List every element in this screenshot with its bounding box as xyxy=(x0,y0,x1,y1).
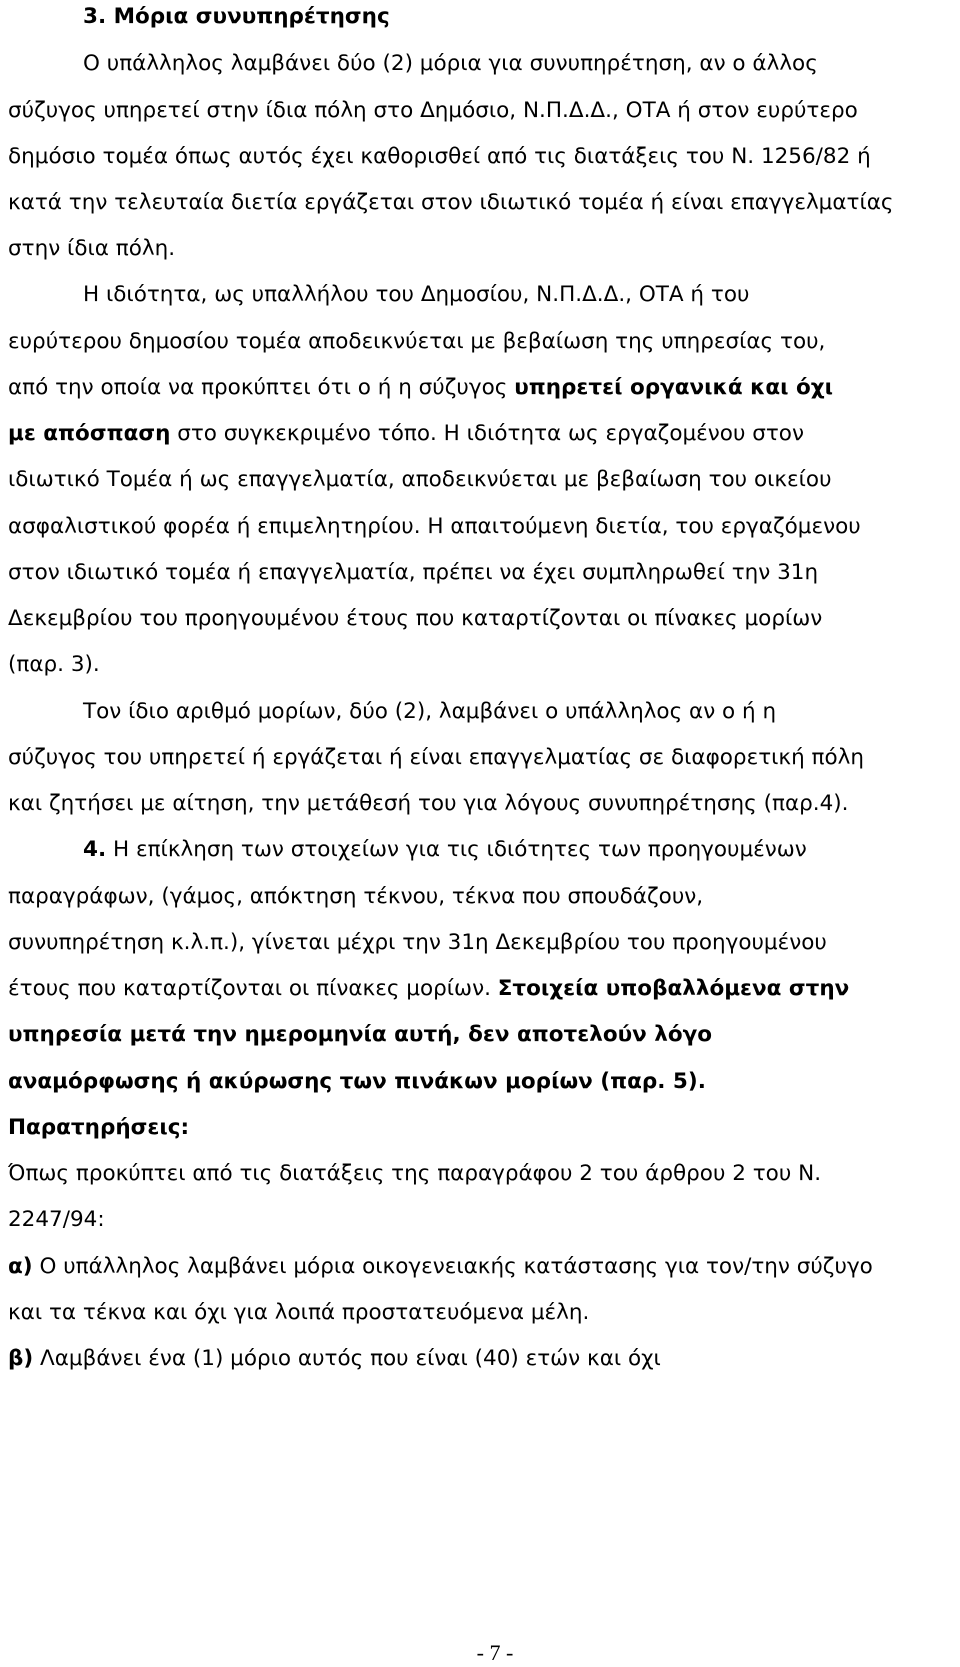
section-3-p2-line-3 xyxy=(8,373,833,403)
section-3-p3-line-2: σύζυγος του υπηρετεί ή εργάζεται ή είναι επαγγελματίας σε διαφορετική πόλη xyxy=(8,745,864,770)
section-4-number: 4. xyxy=(83,837,107,862)
remarks-line-1: Όπως προκύπτει από τις διατάξεις της παραγράφου 2 του άρθρου 2 του Ν. xyxy=(8,1161,822,1186)
section-4-line-4 xyxy=(8,974,849,1004)
section-3-p2-line-4 xyxy=(8,419,804,449)
section-3-p2-line-2: ευρύτερου δημοσίου τομέα αποδεικνύεται με βεβαίωση της υπηρεσίας του, xyxy=(8,329,826,354)
section-3-p1-line-1: Ο υπάλληλος λαμβάνει δύο (2) μόρια για συνυπηρέτηση, αν ο άλλος xyxy=(83,51,818,76)
bold-text-run: υπηρετεί οργανικά και όχι xyxy=(514,375,833,400)
remark-a-line-2: και τα τέκνα και όχι για λοιπά προστατευόμενα μέλη. xyxy=(8,1300,590,1325)
section-4-line-3: συνυπηρέτηση κ.λ.π.), γίνεται μέχρι την 31η Δεκεμβρίου του προηγουμένου xyxy=(8,930,827,955)
section-3-p2-line-9: (παρ. 3). xyxy=(8,652,100,677)
remark-b-label: β) xyxy=(8,1346,34,1371)
page-number: - 7 - xyxy=(476,1640,514,1665)
section-4-line-6: αναμόρφωσης ή ακύρωσης των πινάκων μορίων (παρ. 5). xyxy=(8,1069,706,1094)
section-3-p3-line-1: Τον ίδιο αριθμό μορίων, δύο (2), λαμβάνει ο υπάλληλος αν ο ή η xyxy=(83,699,777,724)
section-3-p1-line-2: σύζυγος υπηρετεί στην ίδια πόλη στο Δημόσιο, Ν.Π.Δ.Δ., ΟΤΑ ή στον ευρύτερο xyxy=(8,98,858,123)
section-3-p1-line-3: δημόσιο τομέα όπως αυτός έχει καθορισθεί από τις διατάξεις του Ν. 1256/82 ή xyxy=(8,144,871,169)
section-3-p1-line-5: στην ίδια πόλη. xyxy=(8,236,176,261)
text-run: Λαμβάνει ένα (1) μόριο αυτός που είναι (40) ετών και όχι xyxy=(33,1346,661,1371)
section-4-line-1 xyxy=(83,835,807,865)
remark-b-line-1 xyxy=(8,1344,661,1374)
section-4-line-2: παραγράφων, (γάμος, απόκτηση τέκνου, τέκνα που σπουδάζουν, xyxy=(8,884,704,909)
text-run: στο συγκεκριμένο τόπο. Η ιδιότητα ως εργαζομένου στον xyxy=(170,421,804,446)
remark-a-line-1 xyxy=(8,1252,873,1282)
remarks-line-2: 2247/94: xyxy=(8,1207,105,1232)
section-3-p2-line-6: ασφαλιστικού φορέα ή επιμελητηρίου. Η απαιτούμενη διετία, του εργαζόμενου xyxy=(8,514,861,539)
bold-text-run: Στοιχεία υποβαλλόμενα στην xyxy=(497,976,850,1001)
section-3-p2-line-8: Δεκεμβρίου του προηγουμένου έτους που καταρτίζονται οι πίνακες μορίων xyxy=(8,606,823,631)
text-run: Ο υπάλληλος λαμβάνει μόρια οικογενειακής κατάστασης για τον/την σύζυγο xyxy=(32,1254,873,1279)
section-4-line-5: υπηρεσία μετά την ημερομηνία αυτή, δεν αποτελούν λόγο xyxy=(8,1022,713,1047)
section-3-p2-line-5: ιδιωτικό Τομέα ή ως επαγγελματία, αποδεικνύεται με βεβαίωση του οικείου xyxy=(8,467,832,492)
bold-text-run: με απόσπαση xyxy=(8,421,171,446)
section-3-p2-line-7: στον ιδιωτικό τομέα ή επαγγελματία, πρέπει να έχει συμπληρωθεί την 31η xyxy=(8,560,819,585)
section-3-title: 3. Μόρια συνυπηρέτησης xyxy=(83,4,390,29)
text-run: από την οποία να προκύπτει ότι ο ή η σύζυγος xyxy=(8,375,515,400)
section-3-p3-line-3: και ζητήσει με αίτηση, την μετάθεσή του για λόγους συνυπηρέτησης (παρ.4). xyxy=(8,791,849,816)
remarks-heading: Παρατηρήσεις: xyxy=(8,1115,190,1140)
remark-a-label: α) xyxy=(8,1254,33,1279)
page-footer xyxy=(0,1640,960,1666)
text-run: έτους που καταρτίζονται οι πίνακες μορίων. xyxy=(8,976,498,1001)
text-run: Η επίκληση των στοιχείων για τις ιδιότητες των προηγουμένων xyxy=(106,837,807,862)
section-3-p2-line-1: Η ιδιότητα, ως υπαλλήλου του Δημοσίου, Ν.Π.Δ.Δ., ΟΤΑ ή του xyxy=(83,282,750,307)
section-3-p1-line-4: κατά την τελευταία διετία εργάζεται στον ιδιωτικό τομέα ή είναι επαγγελματίας xyxy=(8,190,894,215)
